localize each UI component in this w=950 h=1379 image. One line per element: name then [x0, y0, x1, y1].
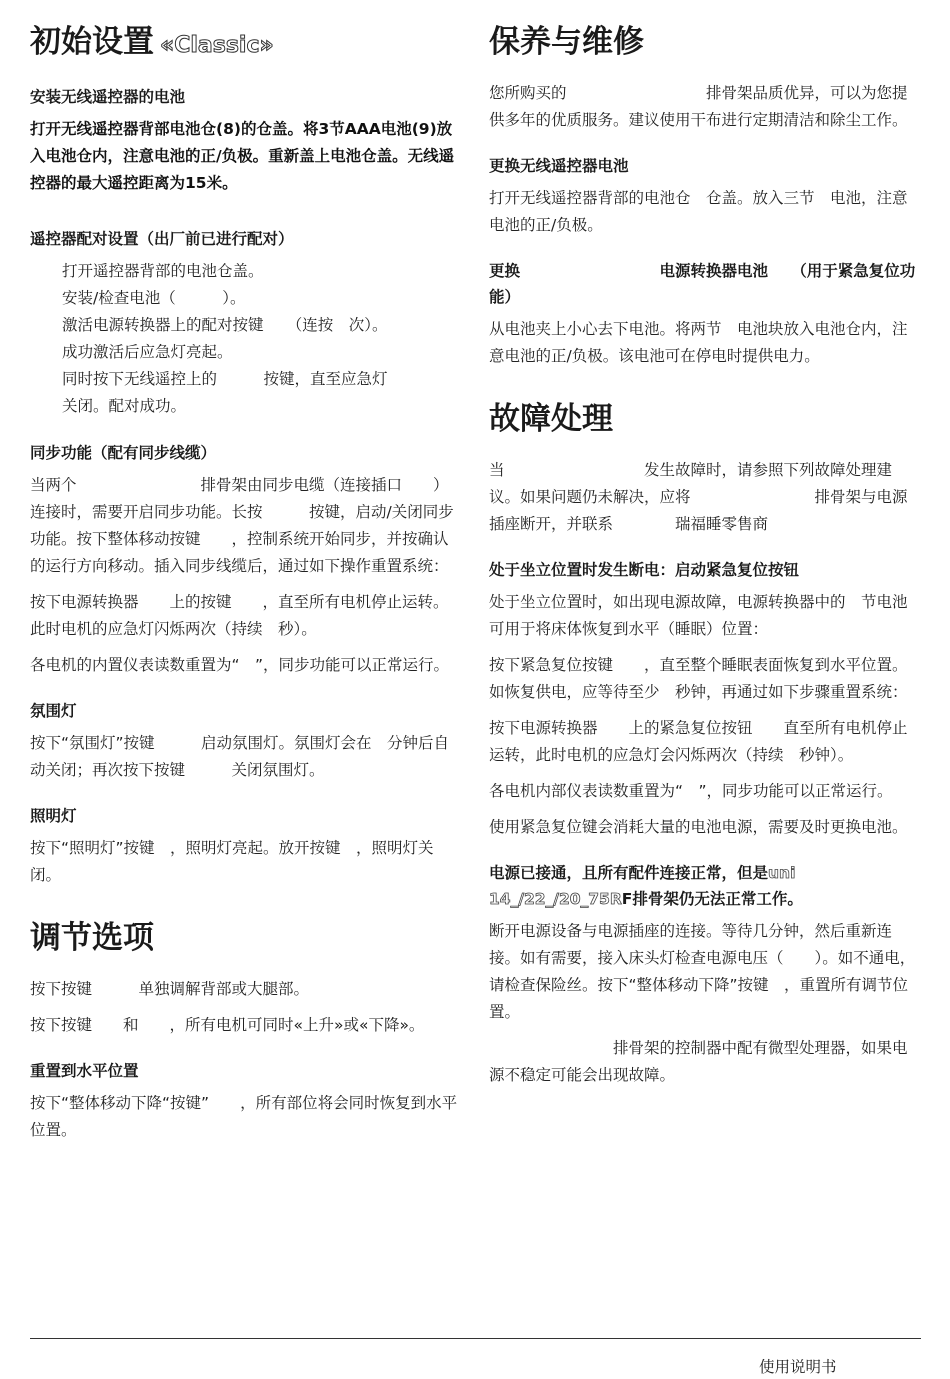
- model-code: uni 14_/22_/20_75R: [489, 864, 796, 908]
- sitting-paragraph: 按下紧急复位按键 ，直至整个睡眠表面恢复到水平位置。如恢复供电，应等待至少 秒钟，再通过如下步骤重置系统：: [489, 656, 908, 701]
- reset-text: 按下“整体移动下降“按键” ，所有部位将会同时恢复到水平位置。: [30, 1094, 458, 1139]
- sitting-paragraph: 使用紧急复位键会消耗大量的电池电源，需要及时更换电池。: [489, 818, 908, 836]
- battery-text: 打开无线遥控器背部电池仓(8)的仓盖。将3节AAA电池(9)放入电池仓内，注意电池的正/负极。重新盖上电池仓盖。无线遥控器的最大遥控距离为15米。: [30, 120, 455, 192]
- pairing-step: 同时按下无线遥控上的 按键，直至应急灯: [62, 370, 388, 388]
- sync-paragraph: 当两个 排骨架由同步电缆（连接插口 ）连接时，需要开启同步功能。长按 按键，启动/关闭同步功能。按下整体移动按键 ，控制系统开始同步，并按确认的运行方向移动。插入同步线缆后，通过如下操作重置系统：: [30, 476, 454, 575]
- setup-title: [30, 22, 462, 66]
- footer-label: 使用说明书: [759, 1358, 837, 1376]
- sitting-paragraph: 按下电源转换器 上的紧急复位按钮 直至所有电机停止运转，此时电机的应急灯会闪烁两次（持续 秒钟）。: [489, 719, 908, 764]
- pairing-step: 激活电源转换器上的配对按键 （连按 次）。: [62, 316, 388, 334]
- connected-heading-pre: 电源已接通，且所有配件连接正常，但是: [489, 864, 769, 882]
- footer-divider: [30, 1338, 921, 1339]
- battery-heading: 安装无线遥控器的电池: [30, 88, 186, 106]
- ambient-heading: 氛围灯: [30, 702, 77, 720]
- pairing-step: 安装/检查电池（ ）。: [62, 289, 246, 307]
- maintenance-title: 保养与维修: [489, 24, 644, 60]
- sync-paragraph: 按下电源转换器 上的按键 ，直至所有电机停止运转。此时电机的应急灯闪烁两次（持续 秒）。: [30, 593, 449, 638]
- remote-battery-heading: 更换无线遥控器电池: [489, 157, 629, 175]
- trouble-paragraph: 当 发生故障时，请参照下列故障处理建议。如果问题仍未解决，应将 排骨架与电源插座断开，并联系 瑞福睡零售商: [489, 461, 908, 533]
- light-text: 按下“照明灯”按键 ，照明灯亮起。放开按键 ，照明灯关闭。: [30, 839, 434, 884]
- connected-paragraph: 排骨架的控制器中配有微型处理器，如果电源不稳定可能会出现故障。: [489, 1039, 908, 1084]
- adjust-paragraph: 按下按键 单独调解背部或大腿部。: [30, 980, 310, 998]
- ambient-text: 按下“氛围灯”按键 启动氛围灯。氛围灯会在 分钟后自动关闭；再次按下按键 关闭氛围灯。: [30, 734, 450, 779]
- pairing-heading: 遥控器配对设置（出厂前已进行配对）: [30, 230, 294, 248]
- adjust-title: 调节选项: [30, 920, 154, 956]
- reset-heading: 重置到水平位置: [30, 1062, 139, 1080]
- sync-paragraph: 各电机的内置仪表读数重置为“ ”，同步功能可以正常运行。: [30, 656, 450, 674]
- connected-paragraph: 断开电源设备与电源插座的连接。等待几分钟，然后重新连接。如有需要，接入床头灯检查电源电压（ ）。如不通电，请检查保险丝。按下“整体移动下降”按键 ，重置所有调节位置。: [489, 922, 916, 1021]
- classic-badge: «Classic»: [160, 33, 274, 58]
- maintenance-paragraph: 您所购买的 排骨架品质优异，可以为您提供多年的优质服务。建议使用干布进行定期清洁和除尘工作。: [489, 84, 908, 129]
- pairing-step: 成功激活后应急灯亮起。: [62, 343, 233, 361]
- pairing-step: 关闭。配对成功。: [62, 397, 187, 415]
- power-battery-heading: 更换 电源转换器电池 （用于紧急复位功能）: [489, 262, 916, 306]
- connected-heading: [489, 860, 917, 912]
- sitting-heading: 处于坐立位置时发生断电：启动紧急复位按钮: [489, 561, 800, 579]
- remote-battery-text: 打开无线遥控器背部的电池仓 仓盖。放入三节 电池，注意电池的正/负极。: [489, 189, 908, 234]
- sitting-paragraph: 处于坐立位置时，如出现电源故障，电源转换器中的 节电池可用于将床体恢复到水平（睡眠）位置：: [489, 593, 908, 638]
- setup-title-text: 初始设置: [30, 24, 154, 60]
- left-column: [30, 22, 462, 1153]
- sync-heading: 同步功能（配有同步线缆）: [30, 444, 217, 462]
- right-column: [489, 22, 917, 1098]
- power-battery-text: 从电池夹上小心去下电池。将两节 电池块放入电池仓内，注意电池的正/负极。该电池可在停电时提供电力。: [489, 320, 908, 365]
- connected-heading-post: F排骨架仍无法正常工作。: [621, 890, 803, 908]
- sitting-paragraph: 各电机内部仪表读数重置为“ ”，同步功能可以正常运行。: [489, 782, 893, 800]
- pairing-step: 打开遥控器背部的电池仓盖。: [62, 262, 264, 280]
- light-heading: 照明灯: [30, 807, 77, 825]
- trouble-title: 故障处理: [489, 401, 613, 437]
- pairing-steps: [30, 258, 462, 420]
- adjust-paragraph: 按下按键 和 ，所有电机可同时«上升»或«下降»。: [30, 1016, 425, 1034]
